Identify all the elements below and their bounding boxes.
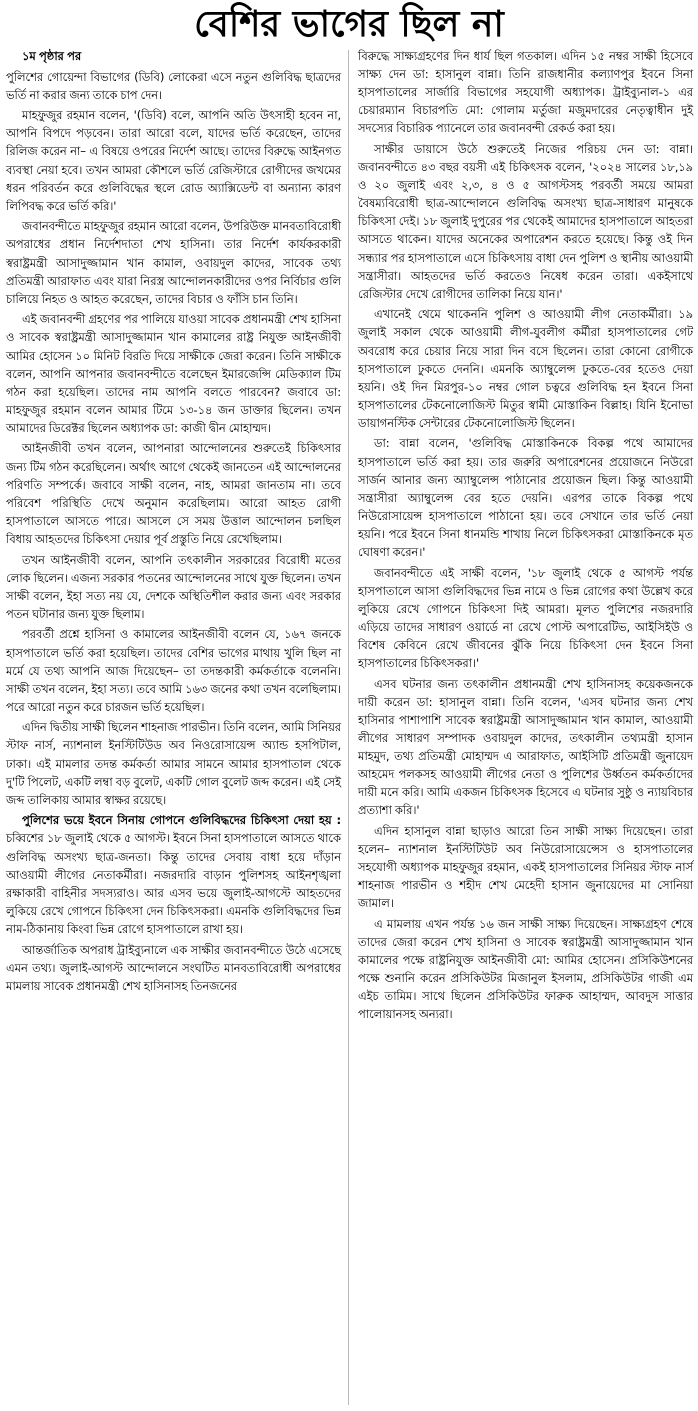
paragraph: পরবর্তী প্রশ্নে হাসিনা ও কামালের আইনজীবী বলেন যে, ১৬৭ জনকে হাসপাতালে ভর্তি করা হয়েছিল। তাদের বেশির ভাগের মাথায় খুলি ছিল না মর্মে যে তথ্য আপনি আজ দিয়েছেন– তা তদন্তকারী কর্মকর্তাকে বলেননি। সাক্ষী তখন বলেন, ইহা সত্য। তবে আমি ১৬৩ জনের কথা তখন বলেছিলাম। পরে আরো নতুন করে চারজন ভর্তি হয়েছিল। <box>6 627 341 714</box>
subheading-body: চব্বিশের ১৮ জুলাই থেকে ৫ আগস্ট। ইবনে সিনা হাসপাতালে আসতে থাকে গুলিবিদ্ধ অসংখ্য ছাত্র-জনতা। কিন্তু তাদের সেবায় বাধা হয়ে দাঁড়ান আওয়ামী লীগের নেতাকর্মীরা। নজরদারি বাড়ান পুলিশসহ আইনশৃঙ্খলা রক্ষাকারী বাহিনীর সদস্যরাও। আর এসব ভয়ে জুলাই-আগস্টে আহতদের লুকিয়ে রেখে গোপনে চিকিৎসা দেন চিকিৎসকরা। এমনকি গুলিবিদ্ধদের ভিন্ন নাম-ঠিকানায় কিংবা ভিন্ন রোগে হাসপাতালে রাখা হয়। <box>6 831 341 936</box>
headline: বেশির ভাগের ছিল না <box>194 4 504 45</box>
paragraph: পুলিশের গোয়েন্দা বিভাগের (ডিবি) লোকেরা এসে নতুন গুলিবিদ্ধ ছাত্রদের ভর্তি না করার জন্য তাকে চাপ দেন। <box>6 69 341 102</box>
left-column <box>6 47 341 997</box>
paragraph: এখানেই থেমে থাকেননি পুলিশ ও আওয়ামী লীগ নেতাকর্মীরা। ১৯ জুলাই সকাল থেকে আওয়ামী লীগ-যুবলীগ কর্মীরা হাসপাতালের গেট অবরোধ করে চেয়ার নিয়ে সারা দিন বসে ছিলেন। তারা কোনো রোগীকে হাসপাতালে ঢুকতে দেননি। এমনকি অ্যাম্বুলেন্স ঢুকতে-বের হতেও দেয়া হয়নি। ওই দিন মিরপুর-১০ নম্বর গোল চত্বরে গুলিবিদ্ধ হন ইবনে সিনা হাসপাতালের টেকনোলোজিস্ট মিতুর স্বামী মোস্তাকিন বিল্লাহ। যিনি ইনোভা ডায়াগনস্টিক সেন্টারের টেকনোলোজিস্ট ছিলেন। <box>358 307 693 430</box>
paragraph: এসব ঘটনার জন্য তৎকালীন প্রধানমন্ত্রী শেখ হাসিনাসহ কয়েকজনকে দায়ী করেন ডা: হাসানুল বান্না। তিনি বলেন, 'এসব ঘটনার জন্য শেখ হাসিনার পাশাপাশি সাবেক স্বরাষ্ট্রমন্ত্রী আসাদুজ্জামান খান কামাল, আওয়ামী লীগের সাধারণ সম্পাদক ওবায়দুল কাদের, তৎকালীন তথ্যমন্ত্রী হাসান মাহমুদ, তথ্য প্রতিমন্ত্রী মোহাম্মদ এ আরাফাত, আইসিটি প্রতিমন্ত্রী জুনায়েদ আহমেদ পলকসহ আওয়ামী লীগের নেতা ও পুলিশের উর্ধ্বতন কর্মকর্তাদের দায়ী মনে করি। আমি একজন চিকিৎসক হিসেবে এ ঘটনার সুষ্ঠু ও ন্যায়বিচার প্রত্যাশা করি।' <box>358 676 693 818</box>
paragraph: এ মামলায় এখন পর্যন্ত ১৬ জন সাক্ষী সাক্ষ্য দিয়েছেন। সাক্ষ্যগ্রহণ শেষে তাদের জেরা করেন শেখ হাসিনা ও সাবেক স্বরাষ্ট্রমন্ত্রী আসাদুজ্জামান খান কামালের পক্ষে রাষ্ট্রনিযুক্ত আইনজীবী মো: আমির হোসেন। প্রসিকিউশনের পক্ষে শুনানি করেন প্রসিকিউটর মিজানুল ইসলাম, প্রসিকিউটর গাজী এম এইচ তামিম। সাথে ছিলেন প্রসিকিউটর ফারুক আহাম্মদ, আবদুস সাত্তার পালোয়ানসহ অন্যরা। <box>358 916 693 1022</box>
column-divider <box>348 50 349 1405</box>
paragraph: আন্তর্জাতিক অপরাধ ট্রাইব্যুনালে এক সাক্ষীর জবানবন্দীতে উঠে এসেছে এমন তথ্য। জুলাই-আগস্ট আন্দোলনে সংঘটিত মানবতাবিরোধী অপরাধের মামলায় সাবেক প্রধানমন্ত্রী শেখ হাসিনাসহ তিনজনের <box>6 942 341 993</box>
paragraph: সাক্ষীর ডায়াসে উঠে শুরুতেই নিজের পরিচয় দেন ডা: বান্না। জবানবন্দীতে ৪৩ বছর বয়সী এই চিকিৎসক বলেন, '২০২৪ সালের ১৮,১৯ ও ২০ জুলাই এবং ২,৩, ৪ ও ৫ আগস্টসহ পরবর্তী সময়ে আমরা বৈষম্যবিরোধী ছাত্র-আন্দোলনে গুলিবিদ্ধ অসংখ্য ছাত্র-সাধারণ মানুষকে চিকিৎসা দেই। ১৮ জুলাই দুপুরের পর থেকেই আমাদের হাসপাতালে আহতরা আসতে থাকেন। যাদের অনেকের অপারেশন করতে হয়েছে। কিন্তু ওই দিন সন্ধ্যার পর হাসপাতালে এসে চিকিৎসায় বাধা দেন পুলিশ ও স্থানীয় আওয়ামী সন্ত্রাসীরা। আহতদের ভর্তি করতেও নিষেধ করেন তারা। একইসাথে রেজিস্টার দেখে রোগীদের তালিকা নিয়ে যান।' <box>358 141 693 301</box>
paragraph: তখন আইনজীবী বলেন, আপনি তৎকালীন সরকারের বিরোধী মতের লোক ছিলেন। এজন্য সরকার পতনের আন্দোলনের সাথে যুক্ত ছিলেন। তখন সাক্ষী বলেন, ইহা সত্য নয় যে, দেশকে অস্থিতিশীল করার জন্য এবং সরকার পতন ঘটানার জন্য যুক্ত ছিলাম। <box>6 552 341 621</box>
paragraph: ডা: বান্না বলেন, 'গুলিবিদ্ধ মোস্তাকিনকে বিকল্প পথে আমাদের হাসপাতালে ভর্তি করা হয়। তার জরুরি অপারেশনের প্রয়োজনে নিউরো সার্জন আনার জন্য অ্যাম্বুলেন্স পাঠানোর প্রয়োজন ছিল। কিন্তু আওয়ামী সন্ত্রাসীরা অ্যাম্বুলেন্স বের হতে দেয়নি। এরপর তাকে বিকল্প পথে নিউরোসায়েন্স হাসপাতালে পাঠানো হয়। তবে সেখানে তার ভর্তি নেয়া হয়নি। পরে ইবনে সিনা ধানমন্ডি শাখায় নিলে চিকিৎসকরা মোস্তাকিনকে মৃত ঘোষণা করেন।' <box>358 436 693 560</box>
paragraph: এদিন হাসানুল বান্না ছাড়াও আরো তিন সাক্ষী সাক্ষ্য দিয়েছেন। তারা হলেন– ন্যাশনাল ইনস্টিটিউট অব নিউরোসায়েন্সেস ও হাসপাতালের সহযোগী অধ্যাপক মাহফুজুর রহমান, একই হাসপাতালের সিনিয়র স্টাফ নার্স শাহনাজ পারভীন ও শহীদ শেখ মেহেদী হাসান জুনায়েদের মা সোনিয়া জামাল। <box>358 823 693 911</box>
continuation-kicker: ১ম পৃষ্ঠার পর <box>22 49 82 63</box>
paragraph: মাহফুজুর রহমান বলেন, '(ডিবি) বলে, আপনি অতি উৎসাহী হবেন না, আপনি বিপদে পড়বেন। তারা আরো বলে, যাদের ভর্তি করেছেন, তাদের রিলিজ করেন না– এ বিষয়ে ওপরের নির্দেশ আছে। তাদের বিরুদ্ধে আইনগত ব্যবস্থা নেয়া হবে। তখন আমরা কৌশলে ভর্তি রেজিস্টারে রোগীদের জখমের ধরন পরিবর্তন করে গুলিবিদ্ধের স্থলে রোড অ্যাক্সিডেন্ট বা অন্যান্য কারণ লিপিবদ্ধ করে ভর্তি করি।' <box>6 108 341 213</box>
paragraph: জবানবন্দীতে এই সাক্ষী বলেন, '১৮ জুলাই থেকে ৫ আগস্ট পর্যন্ত হাসপাতালে আসা গুলিবিদ্ধদের ভিন্ন নামে ও ভিন্ন রোগের কথা উল্লেখ করে লুকিয়ে রেখে গোপনে চিকিৎসা দিই আমরা। মূলত পুলিশের নজরদারি এড়িয়ে তাদের সাধারণ ওয়ার্ডে না রেখে পোস্ট অপারেটিভ, আইসিইউ ও বিশেষ কেবিনে রেখে জীবনের ঝুঁকি নিয়ে চিকিৎসা দেন ইবনে সিনা হাসপাতালের চিকিৎসকরা।' <box>358 565 693 671</box>
subheading: পুলিশের ভয়ে ইবনে সিনায় গোপনে গুলিবিদ্ধদের চিকিৎসা দেয়া হয় : <box>22 813 341 828</box>
paragraph: জবানবন্দীতে মাহফুজুর রহমান আরো বলেন, উপরিউক্ত মানবতাবিরোধী অপরাধের প্রধান নির্দেশদাতা শেখ হাসিনা। তার নির্দেশ কার্যকরকারী স্বরাষ্ট্রমন্ত্রী আসাদুজ্জামান খান কামাল, ওবায়দুল কাদের, সাবেক তথ্য প্রতিমন্ত্রী আরাফাত এবং যারা নিরস্ত্র আন্দোলনকারীদের ওপর নির্বিচার গুলি চালিয়ে নিহত ও আহত করেছেন, তাদের বিচার ও ফাঁসি চান তিনি। <box>6 219 341 306</box>
paragraph: বিরুদ্ধে সাক্ষ্যগ্রহণের দিন ধার্য ছিল গতকাল। এদিন ১৫ নম্বর সাক্ষী হিসেবে সাক্ষ্য দেন ডা: হাসানুল বান্না। তিনি রাজধানীর কল্যাণপুর ইবনে সিনা হাসপাতালের সার্জারি বিভাগের সহযোগী অধ্যাপক। ট্রাইব্যুনাল-১ এর চেয়ারম্যান বিচারপতি মো: গোলাম মর্তুজা মজুমদারের নেতৃত্বাধীন দুই সদস্যের বিচারিক প্যানেলে তার জবানবন্দী রেকর্ড করা হয়। <box>358 49 693 136</box>
subheading-paragraph <box>6 811 341 938</box>
paragraph: আইনজীবী তখন বলেন, আপনারা আন্দোলনের শুরুতেই চিকিৎসার জন্য টিম গঠন করেছিলেন। অর্থাৎ আগে থেকেই জানতেন এই আন্দোলনের পরিণতি সম্পর্কে। জবাবে সাক্ষী বলেন, নাহ, আমরা জানতাম না। তবে পরিবেশ পরিস্থিতি দেখে অনুমান করেছিলাম। আরো আহত রোগী হাসপাতালে আসতে পারে। আসলে সে সময় উত্তাল আন্দোলন চলছিল বিধায় আহতদের চিকিৎসা দেয়ার পূর্ব প্রস্তুতি নিয়ে রেখেছিলাম। <box>6 441 341 546</box>
paragraph: এই জবানবন্দী গ্রহণের পর পালিয়ে যাওয়া সাবেক প্রধানমন্ত্রী শেখ হাসিনা ও সাবেক স্বরাষ্ট্রমন্ত্রী আসাদুজ্জামান খান কামালের রাষ্ট্র নিযুক্ত আইনজীবী আমির হোসেন ১০ মিনিট বিরতি দিয়ে সাক্ষীকে জেরা করেন। তিনি সাক্ষীকে বলেন, আপনি আপনার জবানবন্দীতে বলেছেন ইমারজেন্সি মেডিক্যাল টিম গঠন করা হয়েছিল। তাদের নাম আপনি বলতে পারবেন? জবাবে ডা: মাহফুজুর রহমান বলেন আমার টিমে ১৩-১৪ জন ডাক্তার ছিলেন। তখন আমাদের ডিরেক্টর ছিলেন অধ্যাপক ডা: কাজী দ্বীন মোহাম্মদ। <box>6 312 341 435</box>
right-column <box>358 47 693 1026</box>
paragraph: এদিন দ্বিতীয় সাক্ষী ছিলেন শাহনাজ পারভীন। তিনি বলেন, আমি সিনিয়র স্টাফ নার্স, ন্যাশনাল ইনস্টিটিউড অব নিওরোসায়েন্স অ্যান্ড হসপিটাল, ঢাকা। এই মামলার তদন্ত কর্মকর্তা আমার সামনে আমার হাসপাতাল থেকে দু'টি পিলেট, একটি লম্বা বড় বুলেট, একটি গোল বুলেট জব্দ করেন। এই সেই জব্দ তালিকায় আমার স্বাক্ষর রয়েছে। <box>6 720 341 807</box>
